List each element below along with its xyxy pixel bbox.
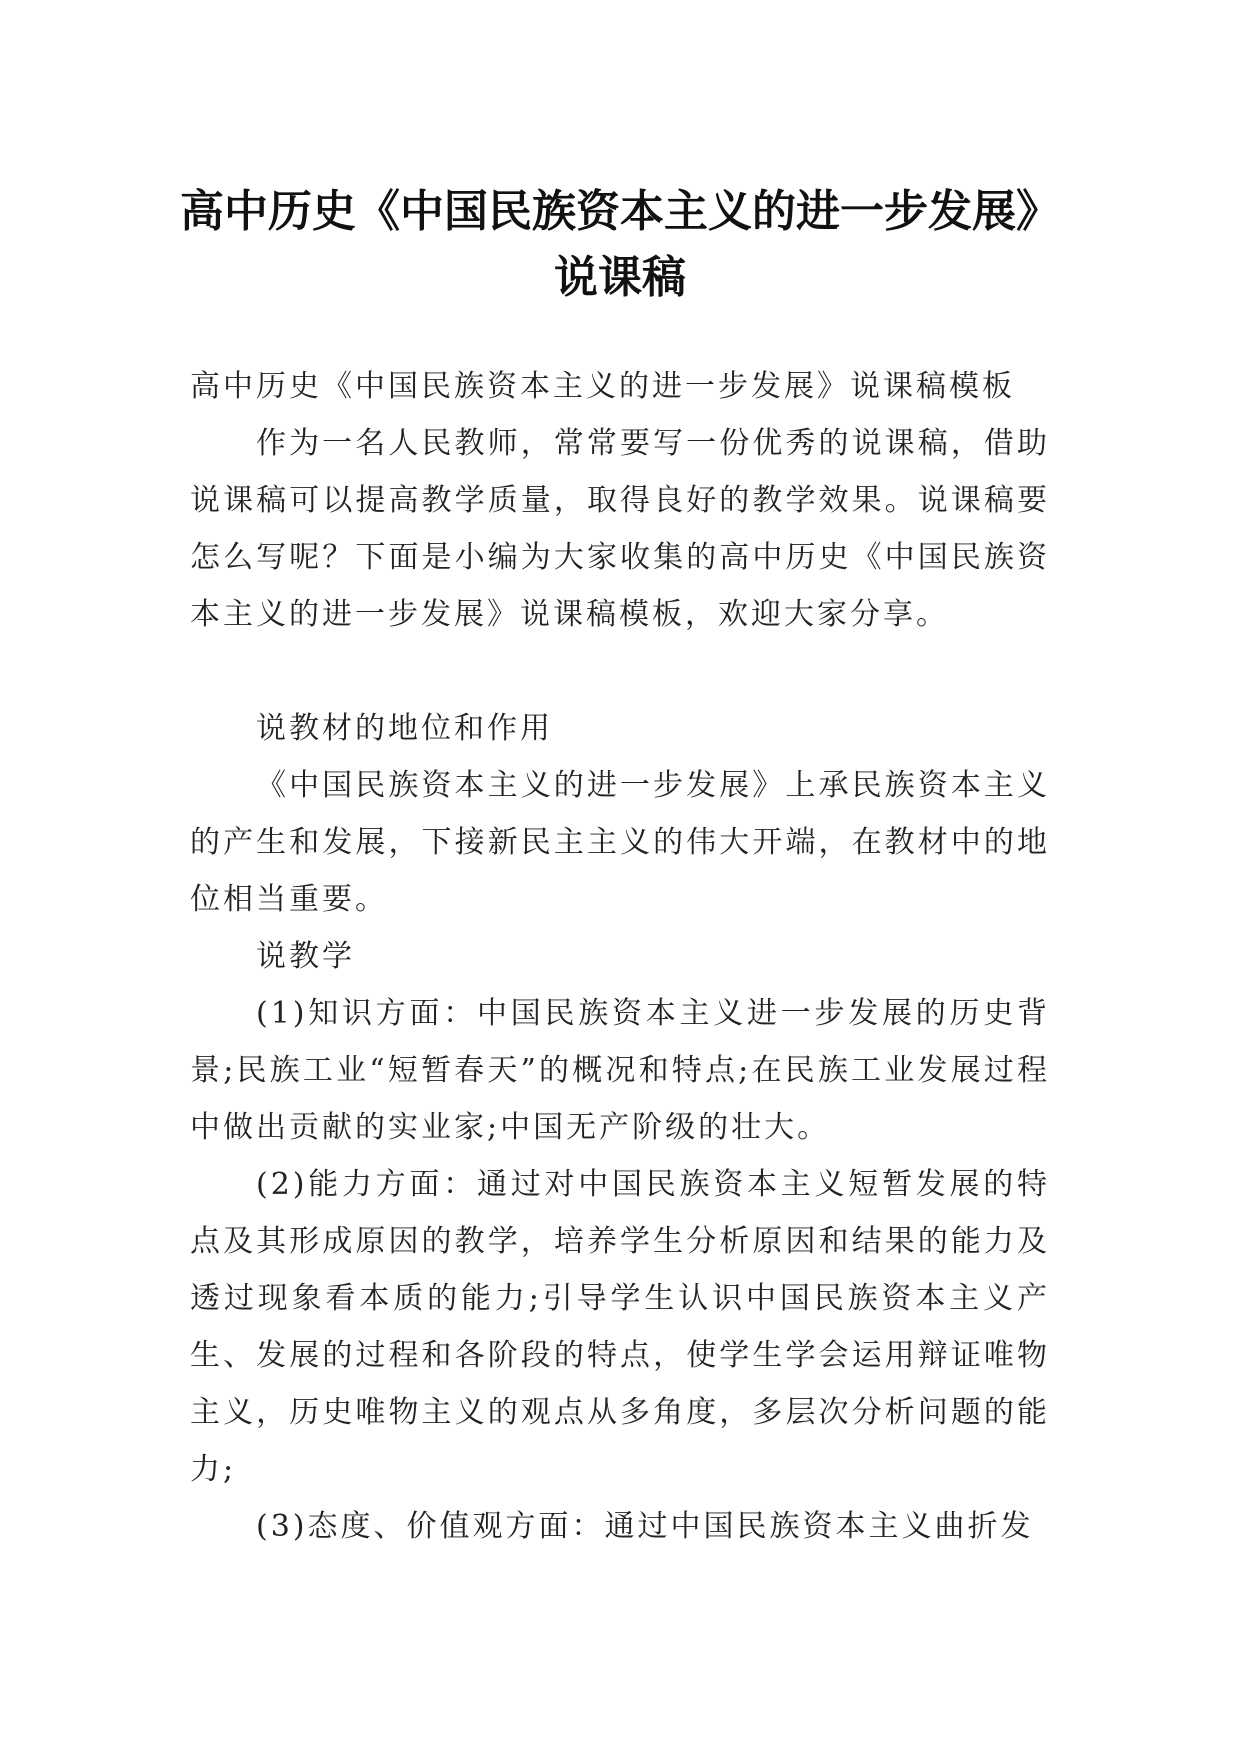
section-textbook-paragraph: 《中国民族资本主义的进一步发展》上承民族资本主义的产生和发展，下接新民主主义的伟大开端，在教材中的地位相当重要。 xyxy=(190,768,1050,917)
document-subtitle: 高中历史《中国民族资本主义的进一步发展》说课稿模板 xyxy=(190,369,1015,404)
title-line-1: 高中历史《中国民族资本主义的进一步发展》 xyxy=(180,186,1060,238)
teaching-point-ability: (2)能力方面：通过对中国民族资本主义短暂发展的特点及其形成原因的教学，培养学生分析原因和结果的能力及透过现象看本质的能力;引导学生认识中国民族资本主义产生、发展的过程和各阶段的特点，使学生学会运用辩证唯物主义，历史唯物主义的观点从多角度，多层次分析问题的能力; xyxy=(190,1167,1050,1487)
teaching-point-knowledge: (1)知识方面：中国民族资本主义进一步发展的历史背景;民族工业“短暂春天”的概况和特点;在民族工业发展过程中做出贡献的实业家;中国无产阶级的壮大。 xyxy=(190,996,1050,1145)
document-body xyxy=(190,358,1050,1555)
section-heading-teaching: 说教学 xyxy=(256,939,355,974)
paragraph-spacer xyxy=(190,643,1050,700)
section-heading-textbook: 说教材的地位和作用 xyxy=(256,711,553,746)
intro-paragraph: 作为一名人民教师，常常要写一份优秀的说课稿，借助说课稿可以提高教学质量，取得良好的教学效果。说课稿要怎么写呢？下面是小编为大家收集的高中历史《中国民族资本主义的进一步发展》说课稿模板，欢迎大家分享。 xyxy=(190,426,1050,632)
title-line-2: 说课稿 xyxy=(554,252,686,304)
document-title xyxy=(170,179,1070,311)
teaching-point-attitude: (3)态度、价值观方面：通过中国民族资本主义曲折发 xyxy=(256,1509,1034,1544)
